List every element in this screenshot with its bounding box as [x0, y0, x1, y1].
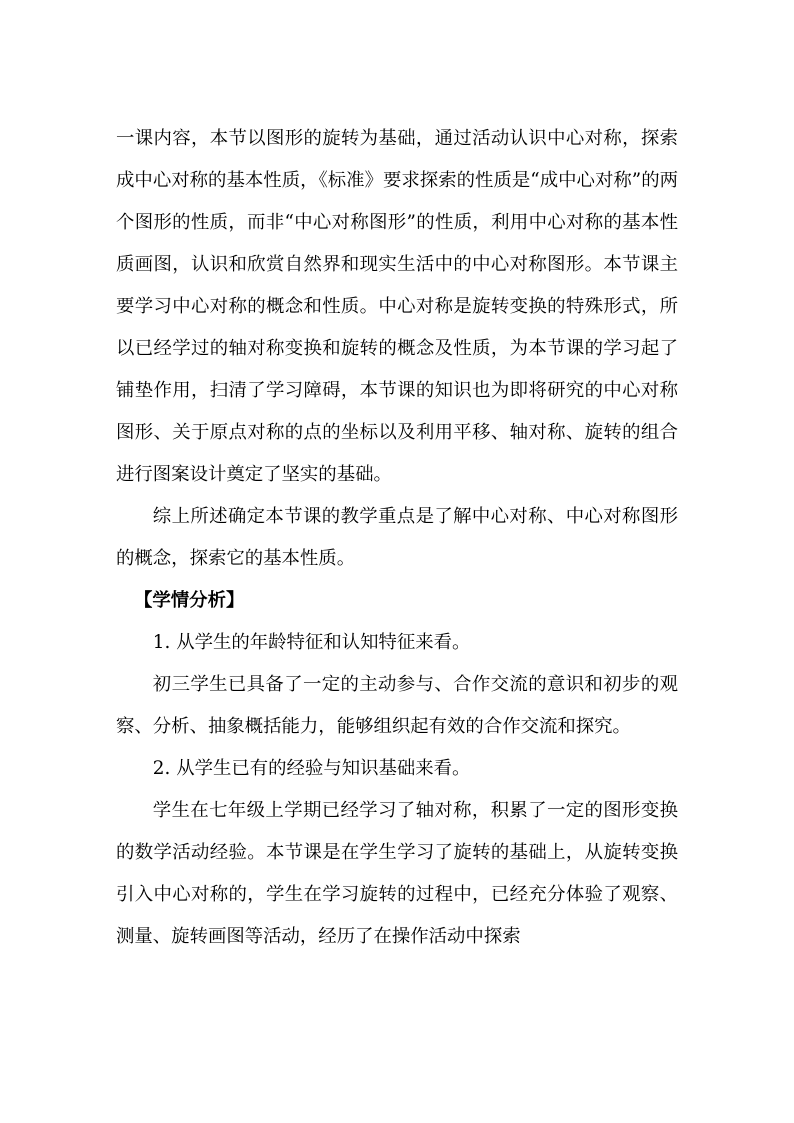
- intro-paragraph: 一课内容，本节以图形的旋转为基础，通过活动认识中心对称，探索成中心对称的基本性质，《标准》要求探索的性质是“成中心对称”的两个图形的性质，而非“中心对称图形”的性质，利用中心对称的基本性质画图，认识和欣赏自然界和现实生活中的中心对称图形。本节课主要学习中心对称的概念和性质。中心对称是旋转变换的特殊形式，所以已经学过的轴对称变换和旋转的概念及性质，为本节课的学习起了铺垫作用，扫清了学习障碍，本节课的知识也为即将研究的中心对称图形、关于原点对称的点的坐标以及利用平移、轴对称、旋转的组合进行图案设计奠定了坚实的基础。: [116, 128, 678, 485]
- item-1-body: 初三学生已具备了一定的主动参与、合作交流的意识和初步的观察、分析、抽象概括能力，能够组织起有效的合作交流和探究。: [116, 674, 678, 737]
- item-2-body: 学生在七年级上学期已经学习了轴对称，积累了一定的图形变换的数学活动经验。本节课是在学生学习了旋转的基础上，从旋转变换引入中心对称的，学生在学习旋转的过程中，已经充分体验了观察、测量、旋转画图等活动，经历了在操作活动中探索: [116, 800, 678, 947]
- item-2-title: 2. 从学生已有的经验与知识基础来看。: [152, 758, 471, 779]
- summary-paragraph: 综上所述确定本节课的教学重点是了解中心对称、中心对称图形的概念，探索它的基本性质。: [116, 506, 678, 569]
- item-1-title: 1. 从学生的年龄特征和认知特征来看。: [152, 632, 471, 653]
- document-page: [116, 118, 678, 958]
- section-heading: 【学情分析】: [134, 590, 245, 611]
